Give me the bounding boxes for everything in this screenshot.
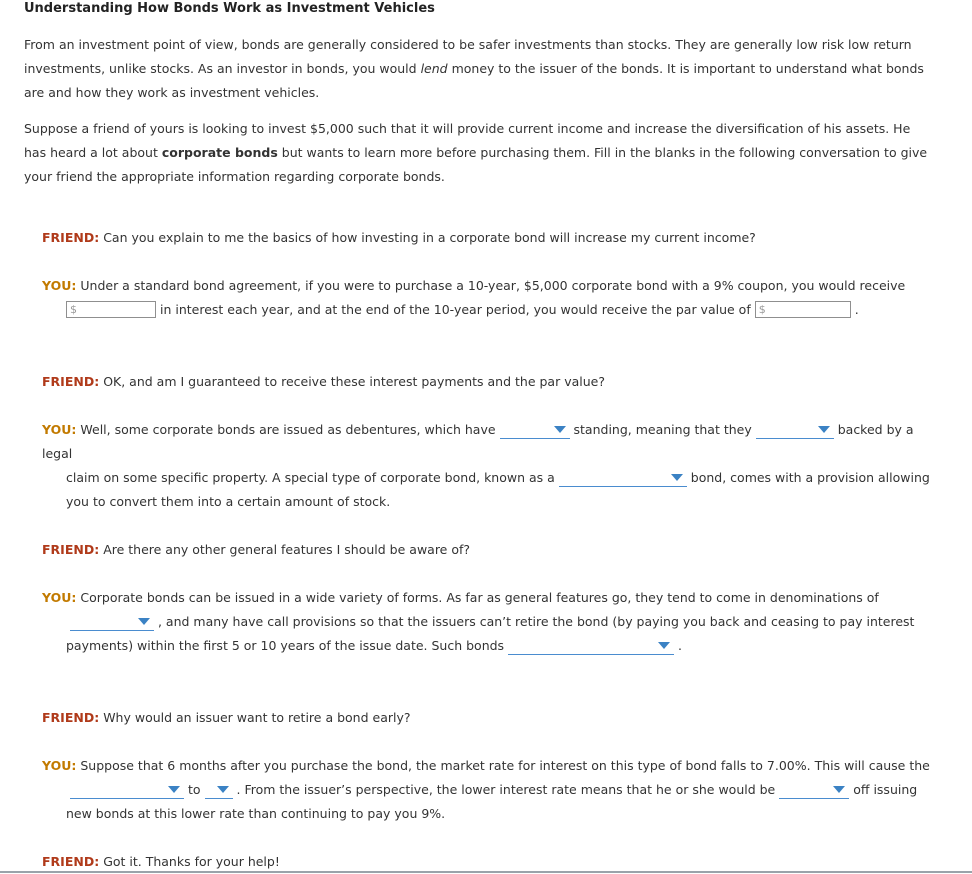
intro-text: but wants to learn more before purchasing them. Fill in the blanks in the following conversation to give your friend the appropriate information regarding corporate bonds.	[24, 145, 928, 184]
chevron-down-icon	[554, 426, 566, 433]
friend-line-1	[42, 226, 937, 250]
intro-text: money to the issuer of the bonds. It is important to understand what bonds are and how they work as investment vehicles.	[24, 61, 924, 100]
friend-label: FRIEND:	[42, 230, 100, 245]
chevron-down-icon	[833, 786, 845, 793]
you-label: YOU:	[42, 422, 77, 437]
standing-dropdown[interactable]	[500, 420, 570, 439]
you-line-4	[42, 754, 937, 826]
you-text: off issuing	[853, 782, 918, 797]
friend-label: FRIEND:	[42, 710, 100, 725]
friend-line-3	[42, 538, 937, 562]
you-continuation	[42, 778, 937, 802]
chevron-down-icon	[658, 642, 670, 649]
call-protection-dropdown[interactable]	[508, 636, 674, 655]
par-value-input[interactable]: $	[755, 301, 851, 318]
you-label: YOU:	[42, 278, 77, 293]
bond-price-dropdown[interactable]	[70, 780, 184, 799]
intro-emphasis: lend	[420, 61, 448, 76]
you-text: . From the issuer’s perspective, the lower interest rate means that he or she would be	[236, 782, 776, 797]
you-text: Corporate bonds can be issued in a wide variety of forms. As far as general features go, they tend to come in denominations of	[80, 590, 879, 605]
friend-line-4	[42, 706, 937, 730]
you-label: YOU:	[42, 590, 77, 605]
friend-label: FRIEND:	[42, 542, 100, 557]
intro-bold: corporate bonds	[161, 145, 278, 160]
intro-paragraph-2	[24, 117, 929, 189]
chevron-down-icon	[818, 426, 830, 433]
you-text: bond, comes with a provision allowing	[690, 470, 930, 485]
friend-text: Why would an issuer want to retire a bond early?	[103, 710, 411, 725]
price-direction-dropdown[interactable]	[205, 780, 233, 799]
you-text: backed by a legal	[42, 422, 914, 461]
friend-line-2	[42, 370, 937, 394]
friend-text: OK, and am I guaranteed to receive these interest payments and the par value?	[103, 374, 605, 389]
you-continuation	[42, 634, 937, 658]
you-text: Well, some corporate bonds are issued as debentures, which have	[80, 422, 496, 437]
denomination-dropdown[interactable]	[70, 612, 154, 631]
backed-dropdown[interactable]	[756, 420, 834, 439]
you-continuation	[42, 610, 937, 634]
annual-interest-input[interactable]: $	[66, 301, 156, 318]
you-text: to	[187, 782, 201, 797]
friend-label: FRIEND:	[42, 854, 100, 869]
you-line-2	[42, 418, 937, 514]
you-text: Suppose that 6 months after you purchase the bond, the market rate for interest on this type of bond falls to 7.00%. This will cause the	[80, 758, 930, 773]
you-continuation	[42, 490, 937, 514]
you-text: you to convert them into a certain amount of stock.	[66, 494, 391, 509]
you-text: , and many have call provisions so that the issuers can’t retire the bond (by paying you back and ceasing to pay interest	[157, 614, 915, 629]
you-text: in interest each year, and at the end of the 10-year period, you would receive the par value of	[159, 302, 751, 317]
chevron-down-icon	[138, 618, 150, 625]
you-continuation	[42, 298, 937, 322]
bond-type-dropdown[interactable]	[559, 468, 687, 487]
friend-text: Can you explain to me the basics of how investing in a corporate bond will increase my current income?	[103, 230, 756, 245]
you-label: YOU:	[42, 758, 77, 773]
you-text: new bonds at this lower rate than continuing to pay you 9%.	[66, 806, 446, 821]
you-text: .	[854, 302, 859, 317]
intro-paragraph-1	[24, 33, 929, 105]
you-line-3	[42, 586, 937, 658]
you-text: standing, meaning that they	[573, 422, 752, 437]
intro-text: Suppose a friend of yours is looking to invest $5,000 such that it will provide current income and increase the diversification of his assets. He has heard a lot about	[24, 121, 911, 160]
you-text: Under a standard bond agreement, if you were to purchase a 10-year, $5,000 corporate bond with a 9% coupon, you would receive	[80, 278, 906, 293]
you-continuation	[42, 466, 937, 490]
intro-text: From an investment point of view, bonds are generally considered to be safer investments than stocks. They are generally low risk low return investments, unlike stocks. As an investor in bonds, you would	[24, 37, 912, 76]
you-text: .	[678, 638, 683, 653]
chevron-down-icon	[671, 474, 683, 481]
you-continuation	[42, 802, 937, 826]
you-text: payments) within the first 5 or 10 years of the issue date. Such bonds	[66, 638, 505, 653]
better-worse-dropdown[interactable]	[779, 780, 849, 799]
you-line-1	[42, 274, 937, 322]
chevron-down-icon	[217, 786, 229, 793]
chevron-down-icon	[168, 786, 180, 793]
friend-label: FRIEND:	[42, 374, 100, 389]
you-text: claim on some specific property. A special type of corporate bond, known as a	[66, 470, 555, 485]
page-title: Understanding How Bonds Work as Investment Vehicles	[24, 1, 435, 16]
friend-text: Are there any other general features I should be aware of?	[103, 542, 471, 557]
friend-text: Got it. Thanks for your help!	[103, 854, 280, 869]
